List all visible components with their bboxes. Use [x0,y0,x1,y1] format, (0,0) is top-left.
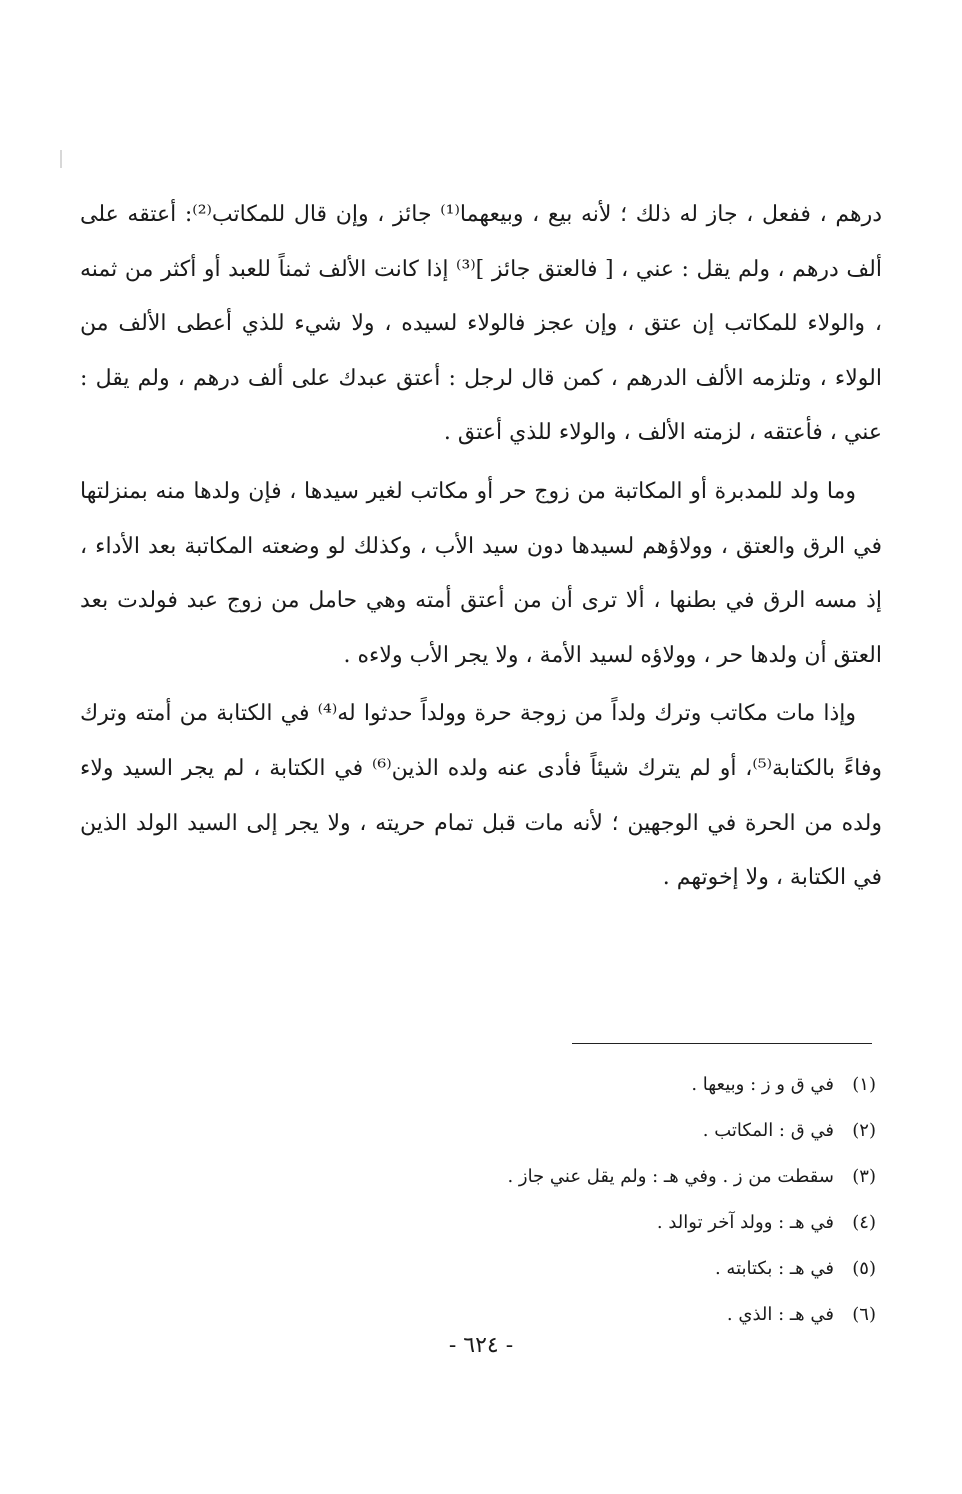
paragraph-1: درهم ، ففعل ، جاز له ذلك ؛ لأنه بيع ، وبيعهما⁽¹⁾ جائز ، وإن قال للمكاتب⁽²⁾: أعتقه على ألف درهم ، ولم يقل : عني ، [ فالعتق جائز ]⁽³⁾ إذا كانت الألف ثمناً للعبد أو أكثر من ثمنه ، والولاء للمكاتب إن عتق ، وإن عجز فالولاء لسيده ، ولا شيء للذي أعطى الألف من الولاء ، وتلزمه الألف الدرهم ، كمن قال لرجل : أعتق عبدك على ألف درهم ، ولم يقل : عني ، فأعتقه ، لزمته الألف ، والولاء للذي أعتق . [80,202,882,446]
footnote-3 [376,1154,876,1200]
footnote-text: في ق : المكاتب . [702,1120,834,1141]
footnote-text: في هـ : الذي . [726,1304,834,1325]
footnote-text: في هـ : بكتابته . [714,1258,834,1279]
footnote-number: (٣) [852,1166,876,1187]
footnote-text: في هـ : وولد آخر توالد . [656,1212,834,1233]
footnote-number: (٦) [852,1304,876,1325]
scan-mark [60,150,62,168]
footnote-number: (٥) [852,1258,876,1279]
footnote-divider [572,1043,872,1044]
main-text [80,188,882,906]
paragraph-3: وإذا مات مكاتب وترك ولداً من زوجة حرة وولداً حدثوا له⁽⁴⁾ في الكتابة من أمته وترك وفاءً بالكتابة⁽⁵⁾، أو لم يترك شيئاً فأدى عنه ولده الذين⁽⁶⁾ في الكتابة ، لم يجر السيد ولاء ولده من الحرة في الوجهين ؛ لأنه مات قبل تمام حريته ، ولا يجر إلى السيد الولد الذين في الكتابة ، ولا إخوتهم . [80,701,882,891]
footnote-number: (١) [852,1074,876,1095]
footnote-4 [376,1200,876,1246]
paragraph-2: وما ولد للمدبرة أو المكاتبة من زوج حر أو مكاتب لغير سيدها ، فإن ولدها منه بمنزلتها في الرق والعتق ، وولاؤهم لسيدها دون سيد الأب ، وكذلك لو وضعته المكاتبة بعد الأداء ، إذ مسه الرق في بطنها ، ألا ترى أن من أعتق أمته وهي حامل من زوج عبد فولدت بعد العتق أن ولدها حر ، وولاؤه لسيد الأمة ، ولا يجر الأب ولاءه . [80,478,882,668]
footnote-2 [376,1108,876,1154]
footnote-number: (٢) [852,1120,876,1141]
footnotes [376,1062,876,1338]
footnote-6 [376,1292,876,1338]
page-number: - ٦٢٤ - [448,1333,514,1358]
footnote-text: في ق و ز : وبيعها . [691,1074,834,1095]
footnote-number: (٤) [852,1212,876,1233]
footnote-text: سقطت من ز . وفي هـ : ولم يقل عني جاز . [507,1166,834,1187]
footnote-1 [376,1062,876,1108]
footnote-5 [376,1246,876,1292]
